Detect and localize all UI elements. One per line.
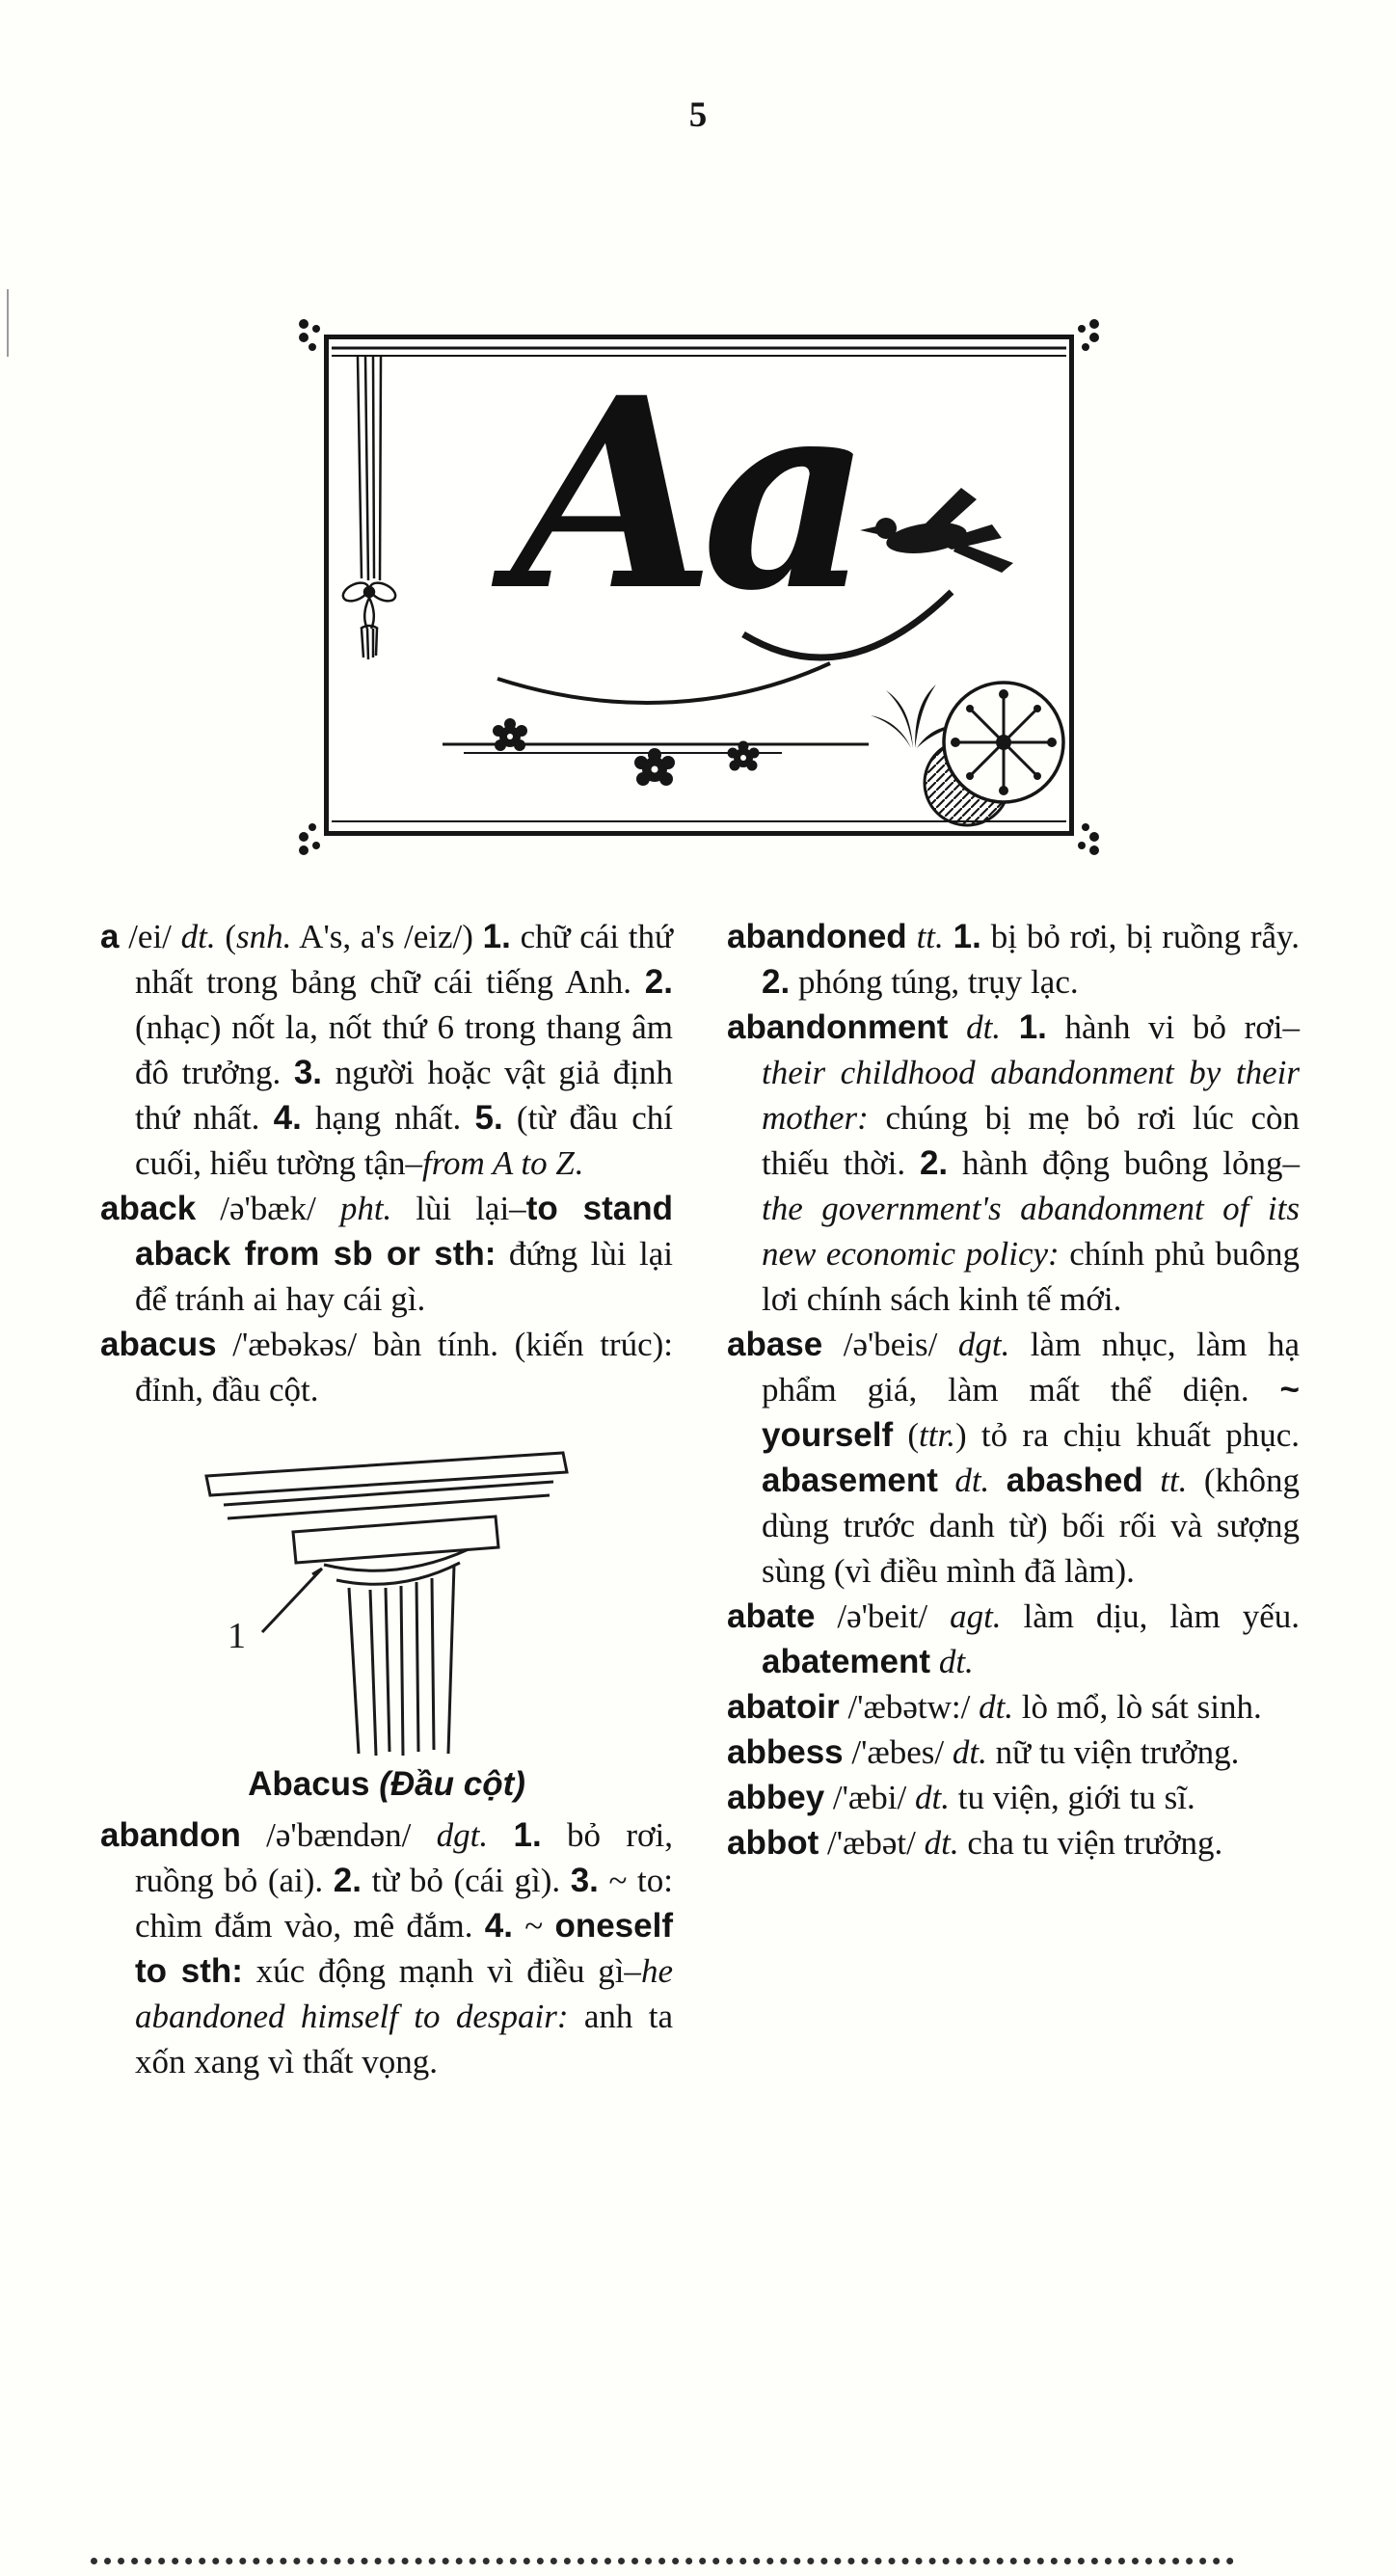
page-number: 5 bbox=[688, 95, 708, 135]
entry-aback: aback /ə'bæk/ pht. lùi lại–to stand aback from sb or sth: đứng lùi lại để tránh ai hay cái gì. bbox=[100, 1190, 674, 1318]
tassel-icon bbox=[340, 357, 398, 659]
figure-label: 1 bbox=[228, 1616, 246, 1656]
medallion-icon bbox=[925, 683, 1063, 825]
entry-abandon: abandon /ə'bændən/ dgt. 1. bỏ rơi, ruồng bỏ (ai). 2. từ bỏ (cái gì). 3. ~ to: chìm đắm vào, mê đắm. 4. ~ oneself to sth: xúc động mạnh vì điều gì–he abandoned himself to despair: anh ta xốn xang vì thất vọng. bbox=[100, 1816, 674, 2080]
entry-abbey: abbey /'æbi/ dt. tu viện, giới tu sĩ. bbox=[727, 1779, 1195, 1816]
corner-dots-icon bbox=[294, 818, 331, 860]
scan-artifact bbox=[7, 289, 9, 357]
entry-abase: abase /ə'beis/ dgt. làm nhục, làm hạ phẩm giá, làm mất thể diện. ~ yourself (ttr.) tỏ ra chịu khuất phục. abasement dt. abashed tt. (không dùng trước danh từ) bối rối và sượng sùng (vì điều mình đã làm). bbox=[727, 1326, 1301, 1590]
entry-abandonment: abandonment dt. 1. hành vi bỏ rơi–their childhood abandonment by their mother: chúng bị mẹ bỏ rơi lúc còn thiếu thời. 2. hành động buông lỏng–the government's abandonment of its new economic policy: chính phủ buông lơi chính sách kinh tế mới. bbox=[727, 1008, 1301, 1318]
chapter-plate bbox=[324, 335, 1074, 836]
entry-abate: abate /ə'beit/ agt. làm dịu, làm yếu. abatement dt. bbox=[727, 1597, 1300, 1680]
entry-abatoir: abatoir /'æbətw:/ dt. lò mổ, lò sát sinh. bbox=[727, 1688, 1262, 1726]
figure-caption: Abacus (Đầu cột) bbox=[248, 1765, 525, 1803]
dictionary-columns bbox=[100, 914, 1300, 2084]
corner-dots-icon bbox=[1067, 314, 1104, 357]
abacus-illustration bbox=[179, 1434, 594, 1761]
corner-dots-icon bbox=[1067, 818, 1104, 860]
entry-abacus: abacus /'æbəkəs/ bàn tính. (kiến trúc): đỉnh, đầu cột. bbox=[100, 1326, 673, 1409]
bird-icon bbox=[860, 488, 1013, 573]
entry-abandoned: abandoned tt. 1. bị bỏ rơi, bị ruồng rẫy. 2. phóng túng, trụy lạc. bbox=[727, 918, 1300, 1001]
right-column bbox=[727, 914, 1300, 2084]
entry-a: a /ei/ dt. (snh. A's, a's /eiz/) 1. chữ cái thứ nhất trong bảng chữ cái tiếng Anh. 2. (nhạc) nốt la, nốt thứ 6 trong thang âm đô trưởng. 3. người hoặc vật giả định thứ nhất. 4. hạng nhất. 5. (từ đầu chí cuối, hiểu tường tận–from A to Z. bbox=[100, 918, 674, 1182]
corner-dots-icon bbox=[294, 314, 331, 357]
flourish-icon bbox=[497, 592, 952, 703]
entry-abbess: abbess /'æbes/ dt. nữ tu viện trưởng. bbox=[727, 1733, 1240, 1771]
flower-ornament-icon bbox=[443, 718, 869, 786]
left-column bbox=[100, 914, 673, 2084]
entry-abbot: abbot /'æbət/ dt. cha tu viện trưởng. bbox=[727, 1824, 1223, 1862]
chapter-letter: Aa bbox=[511, 341, 859, 649]
scan-artifact bbox=[91, 2558, 1234, 2564]
abacus-figure bbox=[179, 1434, 594, 1807]
plate-ornaments bbox=[329, 339, 1069, 831]
